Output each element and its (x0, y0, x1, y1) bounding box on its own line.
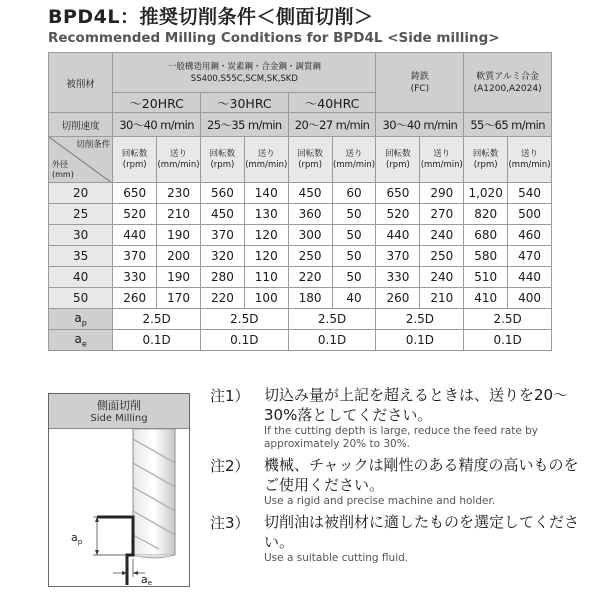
diameter-cell: 20 (49, 183, 113, 204)
rpm-cell: 440 (376, 225, 420, 246)
table-row (49, 204, 552, 225)
feed-cell: 120 (244, 225, 288, 246)
speed-cell: 30～40 m/min (376, 113, 464, 137)
hrc-40: ～40HRC (288, 93, 376, 113)
rpm-cell: 410 (464, 288, 508, 309)
rpm-cell: 650 (113, 183, 157, 204)
note-text-jp: 切削油は被削材に適したものを選定してください。 (264, 513, 580, 551)
feed-cell: 290 (420, 183, 464, 204)
ap-value: 2.5D (113, 309, 201, 330)
feed-cell: 170 (157, 288, 201, 309)
aluminum-en: (A1200,A2024) (473, 83, 542, 94)
side-milling-header (49, 394, 189, 429)
rpm-cell: 260 (113, 288, 157, 309)
ap-dimension-label: $a_p$ (71, 531, 83, 546)
note-number: 注1） (210, 387, 250, 405)
rpm-cell: 370 (376, 246, 420, 267)
rpm-cell: 360 (288, 204, 332, 225)
rpm-cell: 650 (376, 183, 420, 204)
ap-value: 2.5D (288, 309, 376, 330)
table-row (49, 246, 552, 267)
feed-cell: 50 (332, 225, 376, 246)
rpm-cell: 520 (113, 204, 157, 225)
rpm-cell: 1,020 (464, 183, 508, 204)
speed-cell: 30～40 m/min (113, 113, 201, 137)
rpm-cell: 220 (288, 267, 332, 288)
side-milling-diagram (48, 393, 190, 587)
feed-cell: 140 (244, 183, 288, 204)
rev-header: 回転数 (rpm) (464, 137, 508, 183)
cast-iron-label: 鋳鉄 (410, 71, 429, 82)
feed-cell: 120 (244, 246, 288, 267)
rpm-cell: 250 (288, 246, 332, 267)
table-row (49, 225, 552, 246)
feed-cell: 60 (332, 183, 376, 204)
table-row (49, 183, 552, 204)
diameter-cell: 50 (49, 288, 113, 309)
rev-header: 回転数 (rpm) (288, 137, 332, 183)
ap-dimension (93, 517, 127, 555)
material-label: 被削材 (49, 53, 113, 113)
feed-header: 送り (mm/min) (244, 137, 288, 183)
side-milling-title-en: Side Milling (90, 413, 148, 424)
rpm-cell: 440 (113, 225, 157, 246)
workpiece (97, 517, 133, 585)
feed-cell: 210 (420, 288, 464, 309)
rpm-cell: 450 (288, 183, 332, 204)
steel-group: 一般構造用鋼・炭素鋼・合金鋼・調質鋼 (167, 61, 321, 72)
speed-cell: 55～65 m/min (464, 113, 552, 137)
rpm-cell: 260 (376, 288, 420, 309)
feed-cell: 40 (332, 288, 376, 309)
note-number: 注2） (210, 457, 250, 475)
note-2 (210, 455, 580, 508)
rpm-cell: 300 (288, 225, 332, 246)
diameter-text: 外径 (52, 160, 68, 169)
table-row (49, 288, 552, 309)
cast-iron-en: (FC) (410, 83, 430, 94)
ae-value: 0.1D (464, 330, 552, 351)
ae-value: 0.1D (288, 330, 376, 351)
table-row (49, 267, 552, 288)
ae-dimension-label: ae (141, 573, 153, 585)
end-mill-tool (133, 429, 175, 558)
rpm-cell: 450 (200, 204, 244, 225)
feed-cell: 250 (420, 246, 464, 267)
feed-cell: 110 (244, 267, 288, 288)
note-number: 注3） (210, 514, 250, 532)
feed-cell: 210 (157, 204, 201, 225)
diameter-cell: 30 (49, 225, 113, 246)
cast-iron-header (376, 53, 464, 113)
rpm-cell: 520 (376, 204, 420, 225)
note-text-en: Use a suitable cutting fluid. (264, 552, 409, 564)
rpm-cell: 820 (464, 204, 508, 225)
feed-cell: 270 (420, 204, 464, 225)
cutting-conditions-label: 切削条件 (76, 140, 111, 150)
feed-cell: 240 (420, 267, 464, 288)
aluminum-label: 軟質アルミ合金 (476, 71, 539, 82)
feed-header: 送り (mm/min) (332, 137, 376, 183)
rev-header: 回転数 (rpm) (113, 137, 157, 183)
rpm-cell: 370 (200, 225, 244, 246)
data-rows (49, 183, 552, 309)
feed-cell: 440 (508, 267, 552, 288)
note-text-en: Use a rigid and precise machine and holder. (264, 495, 496, 507)
rev-header: 回転数 (rpm) (200, 137, 244, 183)
diameter-cell: 25 (49, 204, 113, 225)
feed-header: 送り (mm/min) (157, 137, 201, 183)
rpm-cell: 370 (113, 246, 157, 267)
diameter-cell: 40 (49, 267, 113, 288)
rpm-cell: 560 (200, 183, 244, 204)
feed-cell: 470 (508, 246, 552, 267)
hrc-30: ～30HRC (200, 93, 288, 113)
diameter-cell: 35 (49, 246, 113, 267)
feed-cell: 50 (332, 204, 376, 225)
ap-value: 2.5D (464, 309, 552, 330)
aluminum-header (464, 53, 552, 113)
note-text-jp: 機械、チャックは剛性のある精度の高いものをご使用ください。 (264, 456, 579, 494)
note-text-jp: 切込み量が上記を超えるときは、送りを20～30%落としてください。 (264, 386, 569, 424)
side-milling-title-jp: 側面切削 (97, 399, 141, 412)
rpm-cell: 220 (200, 288, 244, 309)
end-mill-illustration (49, 429, 189, 585)
conditions-table (48, 52, 552, 351)
rpm-cell: 580 (464, 246, 508, 267)
speed-cell: 25～35 m/min (200, 113, 288, 137)
diameter-unit: (mm) (52, 170, 74, 179)
note-3 (210, 512, 580, 565)
rpm-cell: 510 (464, 267, 508, 288)
rpm-cell: 330 (376, 267, 420, 288)
feed-header: 送り (mm/min) (508, 137, 552, 183)
rpm-cell: 680 (464, 225, 508, 246)
rpm-cell: 280 (200, 267, 244, 288)
ae-value: 0.1D (200, 330, 288, 351)
speed-cell: 20～27 m/min (288, 113, 376, 137)
note-1 (210, 385, 580, 451)
diameter-label (52, 160, 74, 180)
notes-section (210, 385, 580, 569)
feed-cell: 50 (332, 267, 376, 288)
page-subtitle: Recommended Milling Conditions for BPD4L <Side milling> (48, 30, 500, 46)
ap-value: 2.5D (376, 309, 464, 330)
rpm-cell: 180 (288, 288, 332, 309)
speed-label: 切削速度 (49, 113, 113, 137)
ae-value: 0.1D (376, 330, 464, 351)
rpm-cell: 320 (200, 246, 244, 267)
feed-cell: 230 (157, 183, 201, 204)
rpm-cell: 330 (113, 267, 157, 288)
feed-cell: 130 (244, 204, 288, 225)
ae-value: 0.1D (113, 330, 201, 351)
steel-examples: SS400,S55C,SCM,SK,SKD (190, 73, 298, 84)
feed-cell: 240 (420, 225, 464, 246)
feed-cell: 100 (244, 288, 288, 309)
feed-cell: 50 (332, 246, 376, 267)
feed-cell: 500 (508, 204, 552, 225)
diagonal-header (49, 137, 113, 183)
feed-cell: 400 (508, 288, 552, 309)
page-title: BPD4L：推奨切削条件＜側面切削＞ (48, 6, 374, 28)
feed-cell: 460 (508, 225, 552, 246)
note-text-en: If the cutting depth is large, reduce the feed rate by approximately 20% to 30%. (264, 425, 539, 450)
ap-label: $a_p$ (49, 309, 113, 330)
feed-cell: 190 (157, 267, 201, 288)
feed-cell: 540 (508, 183, 552, 204)
feed-cell: 200 (157, 246, 201, 267)
rev-header: 回転数 (rpm) (376, 137, 420, 183)
feed-cell: 190 (157, 225, 201, 246)
ae-label: $a_e$ (49, 330, 113, 351)
feed-header: 送り (mm/min) (420, 137, 464, 183)
steel-header (113, 53, 376, 93)
hrc-20: ～20HRC (113, 93, 201, 113)
ap-value: 2.5D (200, 309, 288, 330)
